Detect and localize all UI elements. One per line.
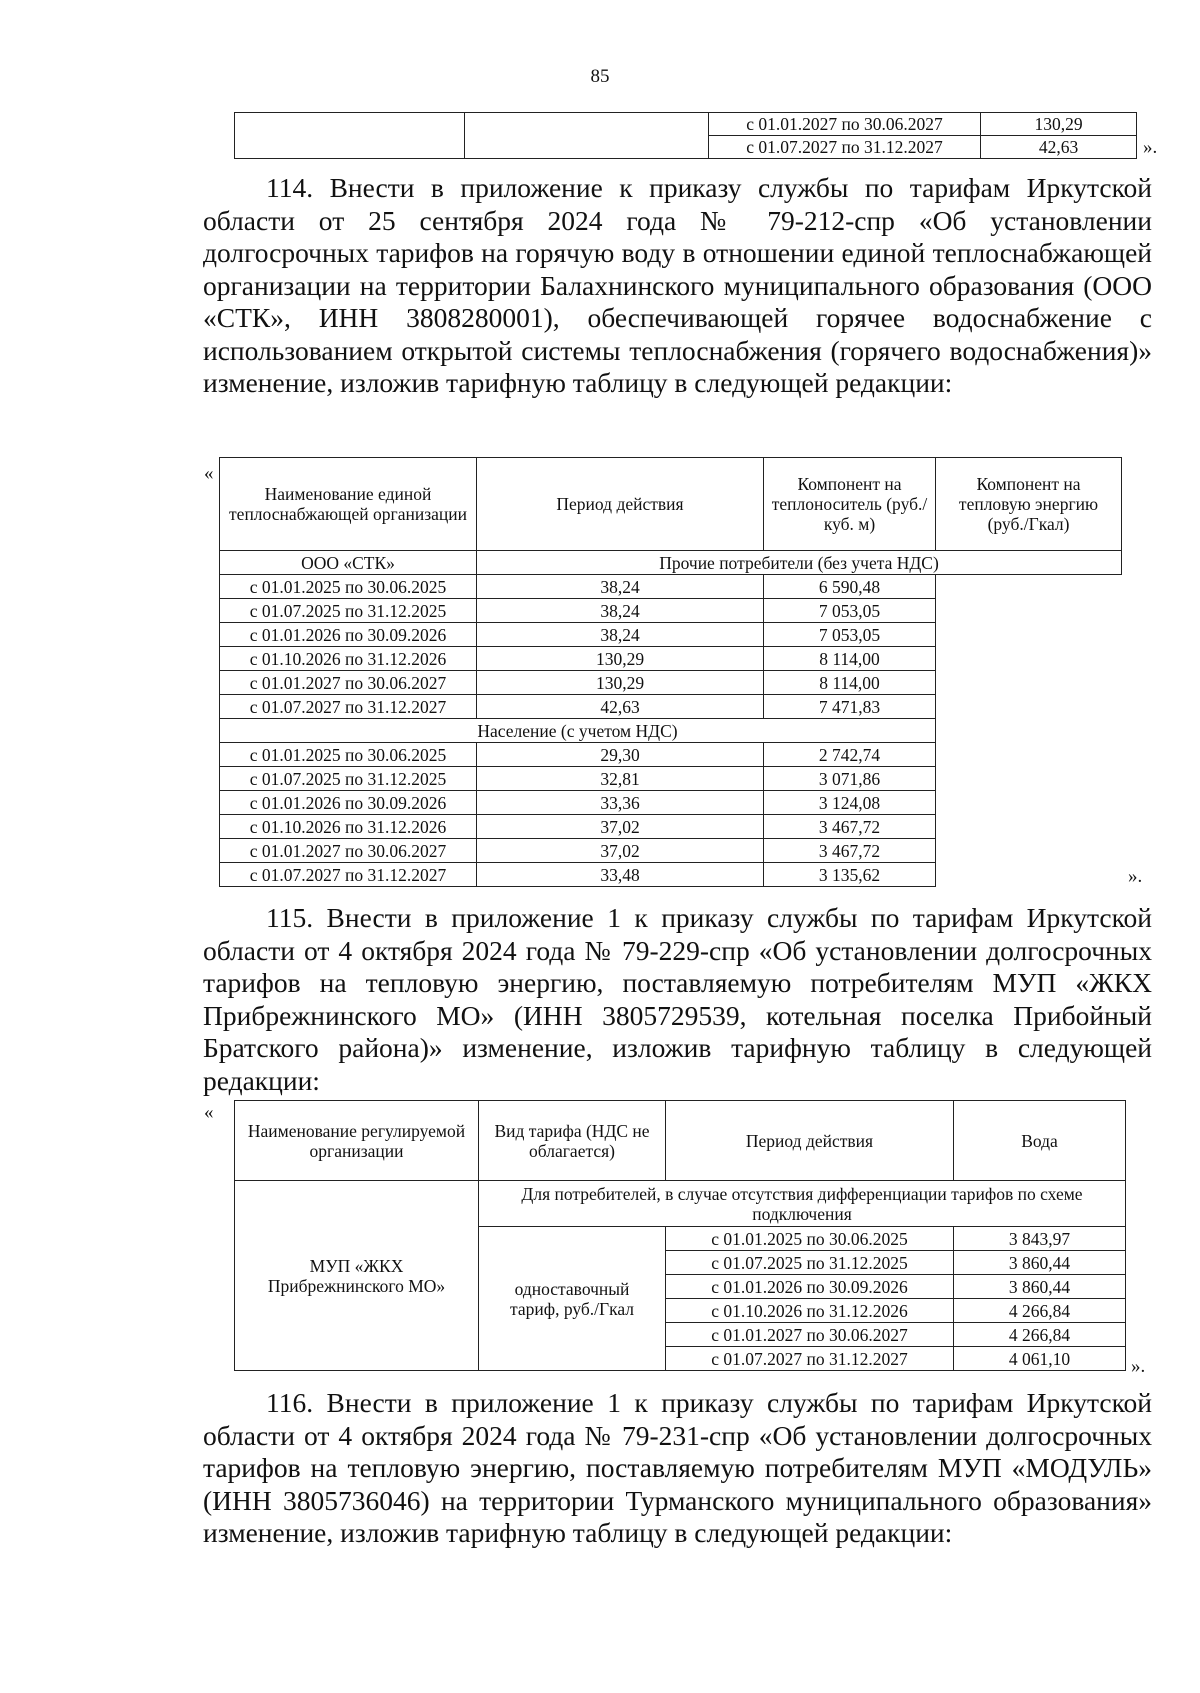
group-label: Прочие потребители (без учета НДС) (477, 551, 1122, 575)
table-cell: 38,24 (477, 575, 764, 599)
table-cell: с 01.07.2027 по 31.12.2027 (709, 136, 981, 159)
top-table-empty-cell-1 (235, 113, 465, 159)
header-energy: Компонент на тепловую энергию (руб./Гкал) (936, 458, 1122, 551)
table-row (220, 863, 1122, 887)
table-cell: 7 471,83 (764, 695, 936, 719)
table-cell: 42,63 (477, 695, 764, 719)
table-cell: 3 467,72 (764, 815, 936, 839)
table-cell: 4 061,10 (954, 1347, 1126, 1371)
table-cell: с 01.07.2025 по 31.12.2025 (220, 767, 477, 791)
table-row (220, 647, 1122, 671)
header-tariff-type: Вид тарифа (НДС не облагается) (479, 1101, 666, 1181)
table-cell: с 01.01.2025 по 30.06.2025 (220, 575, 477, 599)
group-label: Для потребителей, в случае отсутствия дифференциации тарифов по схеме подключения (479, 1181, 1126, 1227)
table-cell: 3 843,97 (954, 1227, 1126, 1251)
table-cell: с 01.10.2026 по 31.12.2026 (220, 647, 477, 671)
top-table (234, 112, 1137, 159)
tariff-table-114 (219, 457, 1122, 887)
table-cell: 3 124,08 (764, 791, 936, 815)
table-row (220, 815, 1122, 839)
table-cell: 42,63 (981, 136, 1137, 159)
tariff-type-cell: одноставочный тариф, руб./Гкал (479, 1227, 666, 1371)
table-cell: 37,02 (477, 839, 764, 863)
table-cell: с 01.01.2025 по 30.06.2025 (666, 1227, 954, 1251)
org-name-cell: ООО «СТК» (220, 551, 477, 575)
table-cell: 3 860,44 (954, 1275, 1126, 1299)
table-cell: 29,30 (477, 743, 764, 767)
close-quote: ». (1131, 1356, 1146, 1377)
table-row (220, 791, 1122, 815)
table-cell: с 01.01.2027 по 30.06.2027 (220, 671, 477, 695)
table-row (220, 671, 1122, 695)
org-name-cell: МУП «ЖКХ Прибрежнинского МО» (235, 1181, 479, 1371)
table-row (220, 839, 1122, 863)
table-cell: с 01.07.2025 по 31.12.2025 (220, 599, 477, 623)
table-cell: с 01.01.2026 по 30.09.2026 (220, 623, 477, 647)
table-cell: 33,48 (477, 863, 764, 887)
table-cell: с 01.01.2025 по 30.06.2025 (220, 743, 477, 767)
group-label: Население (с учетом НДС) (220, 719, 936, 743)
table-cell: 3 860,44 (954, 1251, 1126, 1275)
table-cell: с 01.07.2027 по 31.12.2027 (220, 863, 477, 887)
header-org: Наименование единой теплоснабжающей организации (220, 458, 477, 551)
table-cell: с 01.10.2026 по 31.12.2026 (666, 1299, 954, 1323)
table-cell: 6 590,48 (764, 575, 936, 599)
top-table-empty-cell-2 (465, 113, 709, 159)
table-cell: 130,29 (477, 671, 764, 695)
header-period: Период действия (477, 458, 764, 551)
table-row (220, 599, 1122, 623)
table-cell: 7 053,05 (764, 623, 936, 647)
table-cell: 38,24 (477, 599, 764, 623)
table-cell: 4 266,84 (954, 1323, 1126, 1347)
table-cell: 32,81 (477, 767, 764, 791)
table-cell: 3 467,72 (764, 839, 936, 863)
close-quote: ». (1143, 137, 1158, 158)
table-cell: с 01.07.2027 по 31.12.2027 (220, 695, 477, 719)
table-cell: 130,29 (981, 113, 1137, 136)
table-row (220, 767, 1122, 791)
table-cell: с 01.01.2027 по 30.06.2027 (220, 839, 477, 863)
header-period: Период действия (666, 1101, 954, 1181)
table-cell: 130,29 (477, 647, 764, 671)
header-org: Наименование регулируемой организации (235, 1101, 479, 1181)
tariff-table-115 (234, 1100, 1126, 1371)
table-cell: с 01.01.2027 по 30.06.2027 (709, 113, 981, 136)
paragraph-114: 114. Внести в приложение к приказу службы по тарифам Иркутской области от 25 сентября 2024 года № 79-212-спр «Об установлении долгосрочных тарифов на горячую воду в отношении единой теплоснабжающей организации на территории Балахнинского муниципального образования (ООО «СТК», ИНН 3808280001), обеспечивающей горячее водоснабжение с использованием открытой системы теплоснабжения (горячего водоснабжения)» изменение, изложив тарифную таблицу в следующей редакции: (203, 172, 1152, 398)
open-quote: « (204, 463, 214, 484)
table-cell: 8 114,00 (764, 647, 936, 671)
table-row (220, 743, 1122, 767)
open-quote: « (204, 1102, 214, 1123)
table-cell: 2 742,74 (764, 743, 936, 767)
table-cell: с 01.10.2026 по 31.12.2026 (220, 815, 477, 839)
paragraph-116: 116. Внести в приложение 1 к приказу службы по тарифам Иркутской области от 4 октября 2024 года № 79-231-спр «Об установлении долгосрочных тарифов на тепловую энергию, поставляемую потребителям МУП «МОДУЛЬ» (ИНН 3805736046) на территории Турманского муниципального образования» изменение, изложив тарифную таблицу в следующей редакции: (203, 1387, 1152, 1548)
table-cell: 3 135,62 (764, 863, 936, 887)
table-cell: с 01.01.2026 по 30.09.2026 (666, 1275, 954, 1299)
table-cell: 4 266,84 (954, 1299, 1126, 1323)
table-row (220, 575, 1122, 599)
table-cell: 8 114,00 (764, 671, 936, 695)
table-cell: с 01.01.2027 по 30.06.2027 (666, 1323, 954, 1347)
table-cell: 38,24 (477, 623, 764, 647)
table-cell: с 01.07.2027 по 31.12.2027 (666, 1347, 954, 1371)
table-row (220, 695, 1122, 719)
table-cell: с 01.01.2026 по 30.09.2026 (220, 791, 477, 815)
table-cell: с 01.07.2025 по 31.12.2025 (666, 1251, 954, 1275)
table-row (220, 623, 1122, 647)
page-number: 85 (590, 66, 610, 87)
paragraph-115: 115. Внести в приложение 1 к приказу службы по тарифам Иркутской области от 4 октября 2024 года № 79-229-спр «Об установлении долгосрочных тарифов на тепловую энергию, поставляемую потребителям МУП «ЖКХ Прибрежнинского МО» (ИНН 3805729539, котельная поселка Прибойный Братского района)» изменение, изложив тарифную таблицу в следующей редакции: (203, 902, 1152, 1096)
table-cell: 33,36 (477, 791, 764, 815)
table-cell: 7 053,05 (764, 599, 936, 623)
header-carrier: Компонент на теплоноситель (руб./куб. м) (764, 458, 936, 551)
close-quote: ». (1128, 866, 1143, 887)
table-cell: 3 071,86 (764, 767, 936, 791)
table-cell: 37,02 (477, 815, 764, 839)
header-water: Вода (954, 1101, 1126, 1181)
